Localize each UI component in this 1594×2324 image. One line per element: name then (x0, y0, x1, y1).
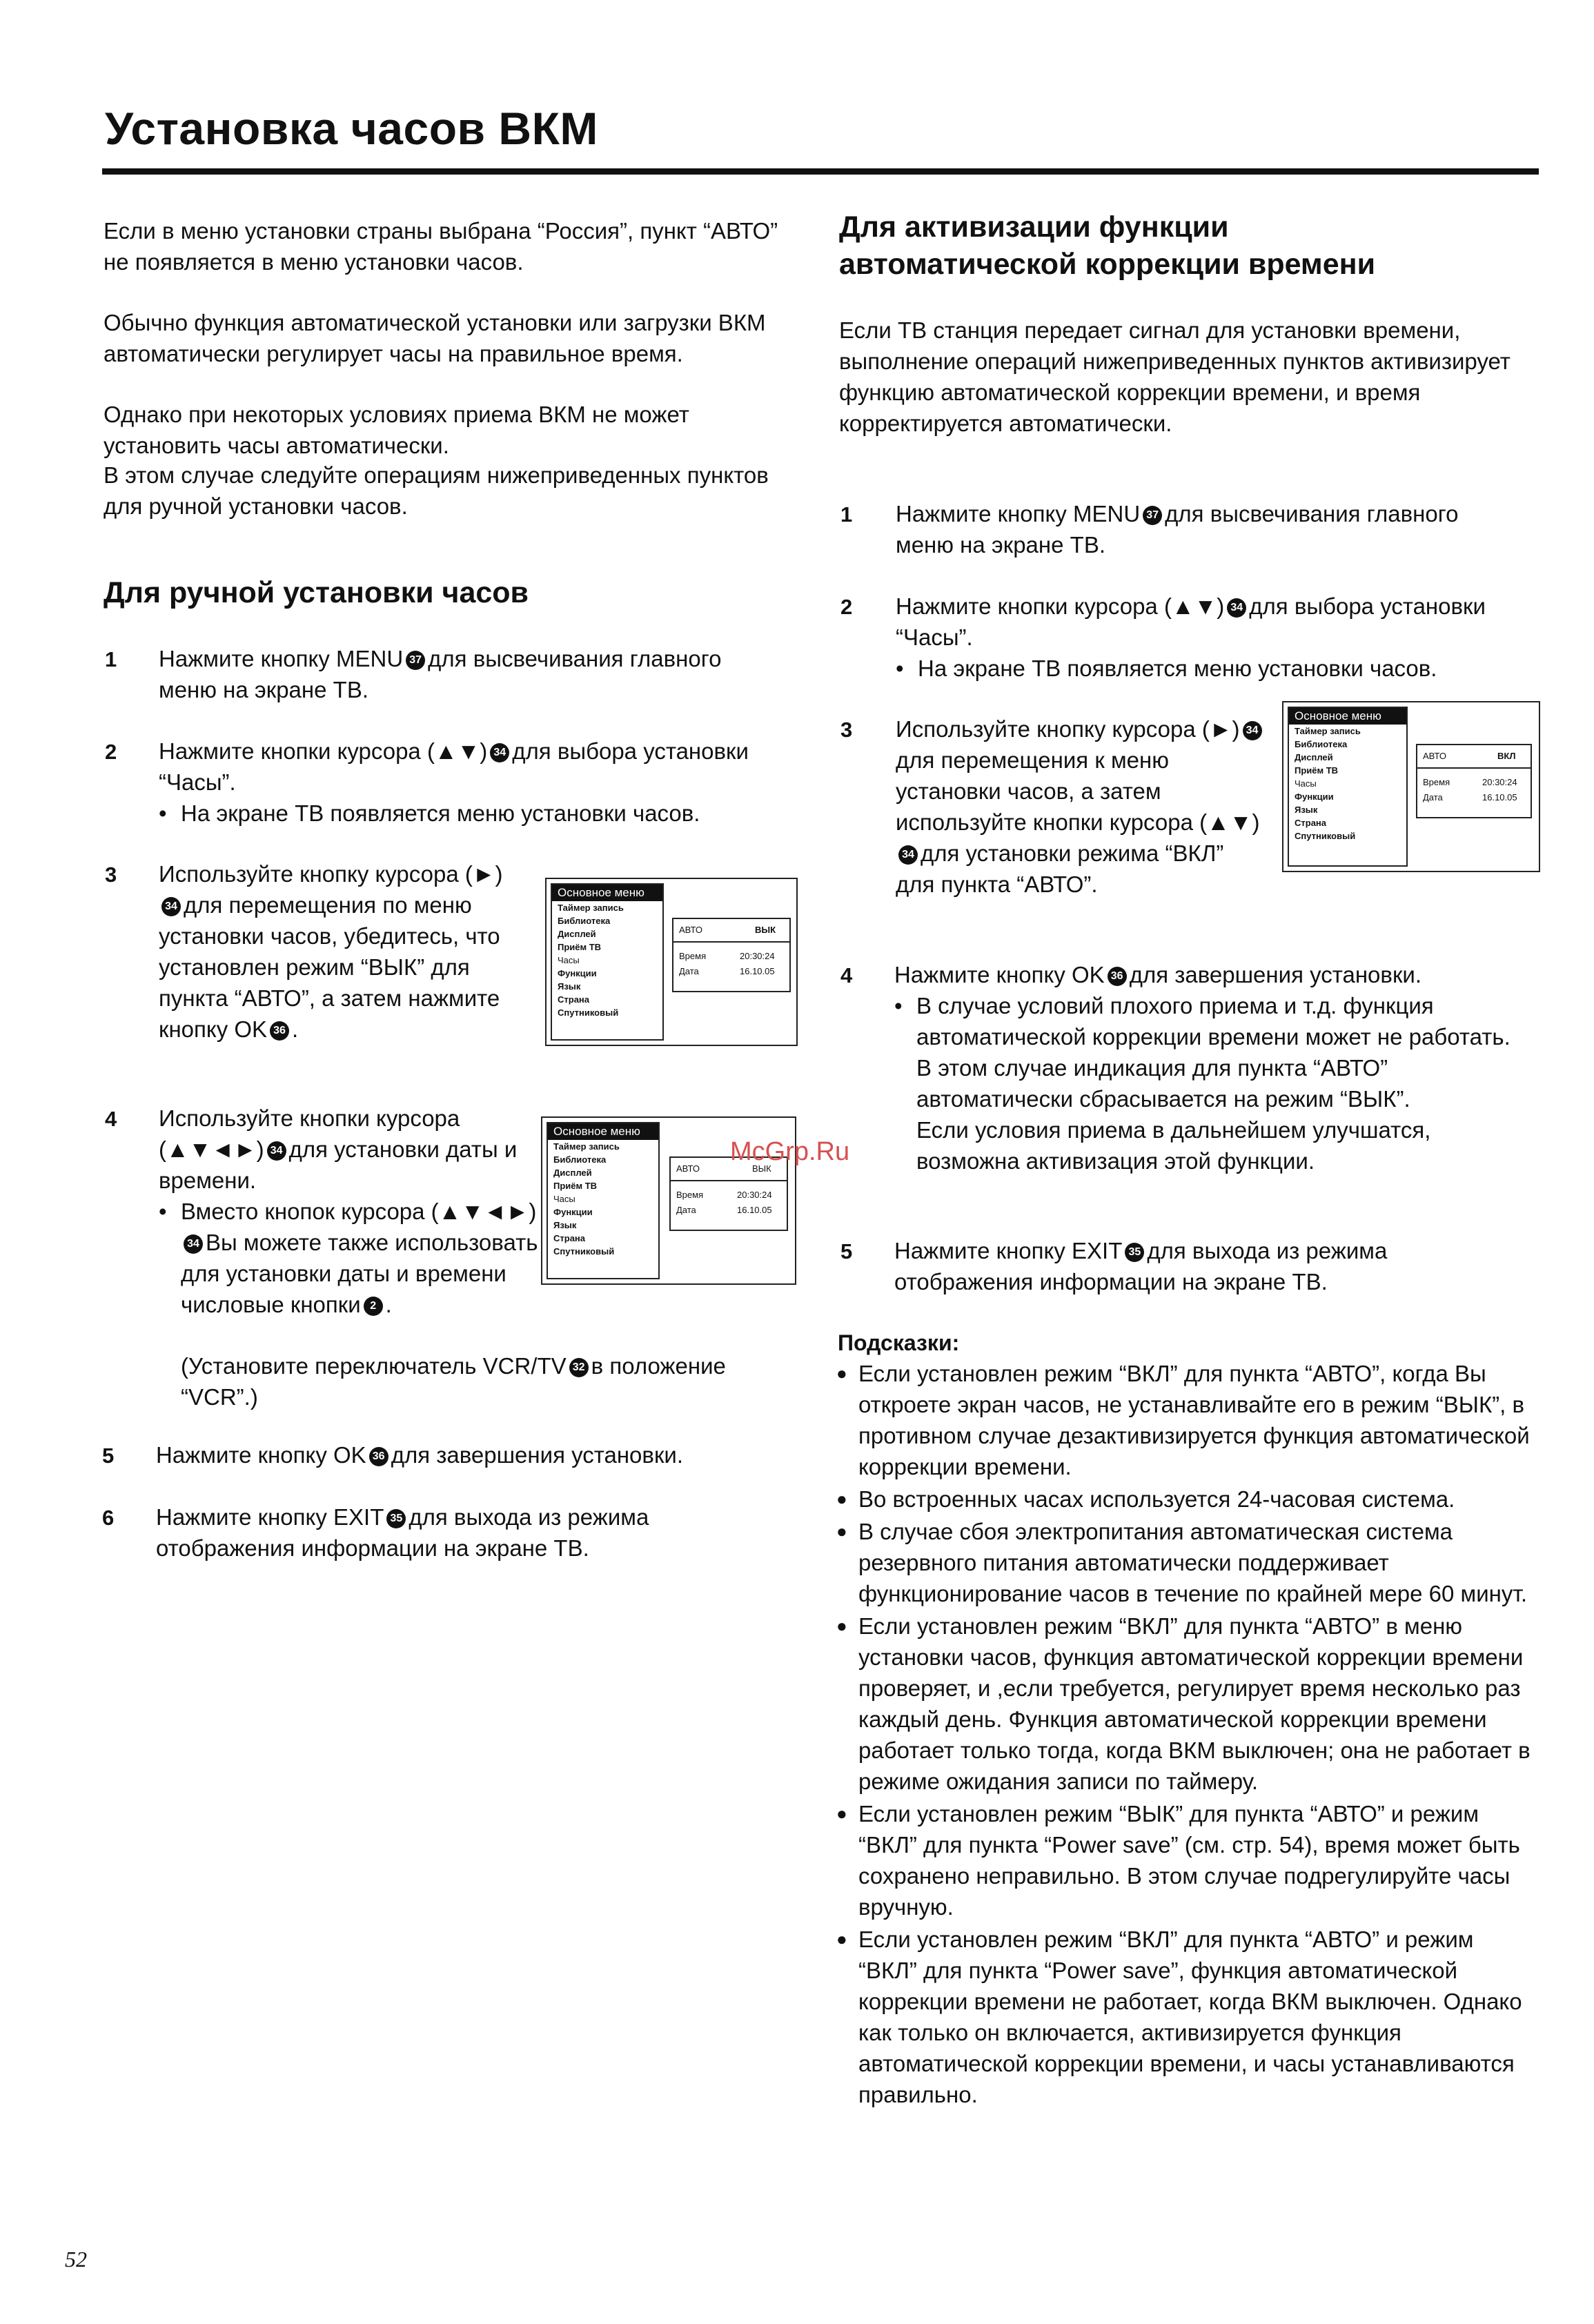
button-32-icon: 32 (569, 1358, 589, 1377)
button-34-icon: 34 (1243, 721, 1262, 740)
tips-heading: Подсказки: (838, 1330, 960, 1355)
auto-step-1: Нажмите кнопку MENU 37 для высвечивания главного меню на экране ТВ. (896, 501, 1459, 558)
button-2-icon: 2 (364, 1297, 383, 1316)
tip-item: ● Если установлен режим “ВКЛ” для пункта “АВТО” и режим “ВКЛ” для пункта “Power save”, функция автоматической коррекции времени не работает, когда ВКМ выключен. Однако как только он включается, активизируется функция автоматической коррекции времени, и часы устанавливаются правильно. (836, 1924, 1533, 2110)
button-34-icon: 34 (898, 845, 918, 865)
menu-screen-manual-3 (545, 878, 798, 1046)
auto-heading: Для активизации функции автоматической коррекции времени (839, 210, 1376, 281)
button-34-icon: 34 (267, 1141, 286, 1161)
auto-step-4: Нажмите кнопку OK 36 для завершения установки. • В случае условий плохого приема и т.д. функция автоматической коррекции времени может не работать. В этом случае индикация для пункта “АВТО” автоматически сбрасывается на режим “ВЫК”. Если условия приема в дальнейшем улучшатся, возможна активизация этой функции. (894, 959, 1529, 1176)
manual-step-6-num: 6 (102, 1506, 115, 1530)
manual-step-2: Нажмите кнопки курсора (▲▼) 34 для выбора установки “Часы”. • На экране ТВ появляется меню установки часов. (159, 736, 780, 829)
manual-step-4-num: 4 (105, 1107, 117, 1131)
tip-item: ● В случае сбоя электропитания автоматическая система резервного питания автоматически поддерживает функционирование часов в течение по крайней мере 60 минут. (836, 1516, 1533, 1609)
manual-step-4: Используйте кнопки курсора (▲▼◄►) 34 для установки даты и времени. (159, 1105, 518, 1193)
menu-screen-auto-3 (1282, 701, 1540, 872)
auto-step-3-num: 3 (840, 718, 853, 742)
manual-step-4-switch-note: (Установите переключатель VCR/TV 32 в положение “VCR”.) (181, 1353, 726, 1410)
manual-step-5: Нажмите кнопку OK 36 для завершения установки. (156, 1442, 683, 1468)
auto-step-1-num: 1 (840, 502, 853, 526)
manual-heading: Для ручной установки часов (104, 576, 529, 609)
clock-panel: АВТО ВЫК Время 20:30:24 Дата 16.10.05 (669, 1156, 788, 1231)
clock-panel: АВТО ВЫК Время 20:30:24 Дата 16.10.05 (672, 918, 791, 992)
auto-step-4-note2: Если условия приема в дальнейшем улучшатся, возможна активизация этой функции. (916, 1117, 1431, 1174)
tip-item: ● Во встроенных часах используется 24-часовая система. (836, 1484, 1533, 1515)
button-35-icon: 35 (386, 1509, 406, 1528)
button-34-icon: 34 (184, 1234, 203, 1254)
button-37-icon: 37 (1143, 506, 1162, 525)
button-37-icon: 37 (406, 651, 425, 670)
auto-step-5-num: 5 (840, 1239, 853, 1263)
button-36-icon: 36 (1108, 967, 1127, 986)
tip-item: ● Если установлен режим “ВКЛ” для пункта “АВТО”, когда Вы откроете экран часов, не устанавливайте его в режим “ВЫК”, в противном случае дезактивизируется функция автоматической коррекции времени. (836, 1358, 1533, 1482)
auto-step-2-note: • На экране ТВ появляется меню установки часов. (896, 653, 1531, 684)
auto-intro: Если ТВ станция передает сигнал для установки времени, выполнение операций нижеприведенных пунктов активизирует функцию автоматической коррекции времени, и время корректируется автоматически. (839, 317, 1511, 436)
watermark: McGrp.Ru (730, 1137, 850, 1166)
manual-step-1-num: 1 (105, 647, 117, 671)
auto-step-2: Нажмите кнопки курсора (▲▼) 34 для выбора установки “Часы”. • На экране ТВ появляется меню установки часов. (896, 591, 1531, 684)
button-36-icon: 36 (369, 1447, 388, 1466)
manual-step-5-num: 5 (102, 1444, 115, 1468)
auto-step-5: Нажмите кнопку EXIT 35 для выхода из режима отображения информации на экране ТВ. (894, 1238, 1388, 1294)
manual-step-1: Нажмите кнопку MENU 37 для высвечивания главного меню на экране ТВ. (159, 646, 722, 702)
auto-step-4-num: 4 (840, 963, 853, 987)
intro-p4: В этом случае следуйте операциям нижеприведенных пунктов для ручной установки часов. (104, 462, 769, 519)
manual-step-4-note: • Вместо кнопок курсора (▲▼◄►)34 Вы можете также использовать для установки даты и времени числовые кнопки 2 . (159, 1196, 540, 1320)
button-34-icon: 34 (1227, 598, 1246, 618)
button-34-icon: 34 (490, 743, 509, 762)
title-rule (102, 168, 1539, 175)
manual-step-6: Нажмите кнопку EXIT 35 для выхода из режима отображения информации на экране ТВ. (156, 1504, 649, 1561)
button-35-icon: 35 (1125, 1243, 1144, 1262)
page-number: 52 (65, 2247, 87, 2272)
manual-step-3: Используйте кнопку курсора (►)34 для перемещения по меню установки часов, убедитесь, что установлен режим “ВЫК” для пункта “АВТО”, а затем нажмите кнопку OK 36 . (159, 861, 503, 1042)
auto-step-2-num: 2 (840, 595, 853, 619)
page-title: Установка часов ВКМ (105, 103, 598, 154)
intro-p1: Если в меню установки страны выбрана “Россия”, пункт “АВТО” не появляется в меню установки часов. (104, 218, 778, 275)
tips-list (836, 1358, 1533, 2111)
button-34-icon: 34 (161, 897, 181, 916)
manual-step-2-note: • На экране ТВ появляется меню установки часов. (159, 798, 780, 829)
tip-item: ● Если установлен режим “ВКЛ” для пункта “АВТО” в меню установки часов, функция автоматической коррекции времени проверяет, и ,если требуется, регулирует время несколько раз каждый день. Функция автоматической коррекции времени работает только тогда, когда ВКМ выключен; она не работает в режиме ожидания записи по таймеру. (836, 1611, 1533, 1797)
clock-panel: АВТО ВКЛ Время 20:30:24 Дата 16.10.05 (1416, 744, 1532, 818)
main-menu-list: Основное меню Таймер запись Библиотека Дисплей Приём ТВ Часы Функции Язык Страна Спутниковый (547, 1122, 660, 1279)
main-menu-list: Основное меню Таймер запись Библиотека Дисплей Приём ТВ Часы Функции Язык Страна Спутниковый (551, 883, 664, 1041)
manual-step-3-num: 3 (105, 863, 117, 887)
intro-p3: Однако при некоторых условиях приема ВКМ не может установить часы автоматически. (104, 402, 689, 458)
manual-step-2-num: 2 (105, 740, 117, 764)
button-36-icon: 36 (270, 1021, 289, 1041)
main-menu-list: Основное меню Таймер запись Библиотека Дисплей Приём ТВ Часы Функции Язык Страна Спутниковый (1288, 707, 1408, 867)
auto-step-3: Используйте кнопку курсора (►) 34для перемещения к меню установки часов, а затем используйте кнопки курсора (▲▼)34 для установки режима “ВКЛ” для пункта “АВТО”. (896, 713, 1268, 900)
tip-item: ● Если установлен режим “ВЫК” для пункта “АВТО” и режим “ВКЛ” для пункта “Power save” (см. стр. 54), время может быть сохранено неправильно. В этом случае подрегулируйте часы вручную. (836, 1798, 1533, 1922)
intro-p2: Обычно функция автоматической установки или загрузки ВКМ автоматически регулирует часы на правильное время. (104, 310, 766, 366)
auto-step-4-note: • В случае условий плохого приема и т.д. функция автоматической коррекции времени может не работать. В этом случае индикация для пункта “АВТО” автоматически сбрасывается на режим “ВЫК”. (894, 990, 1529, 1114)
